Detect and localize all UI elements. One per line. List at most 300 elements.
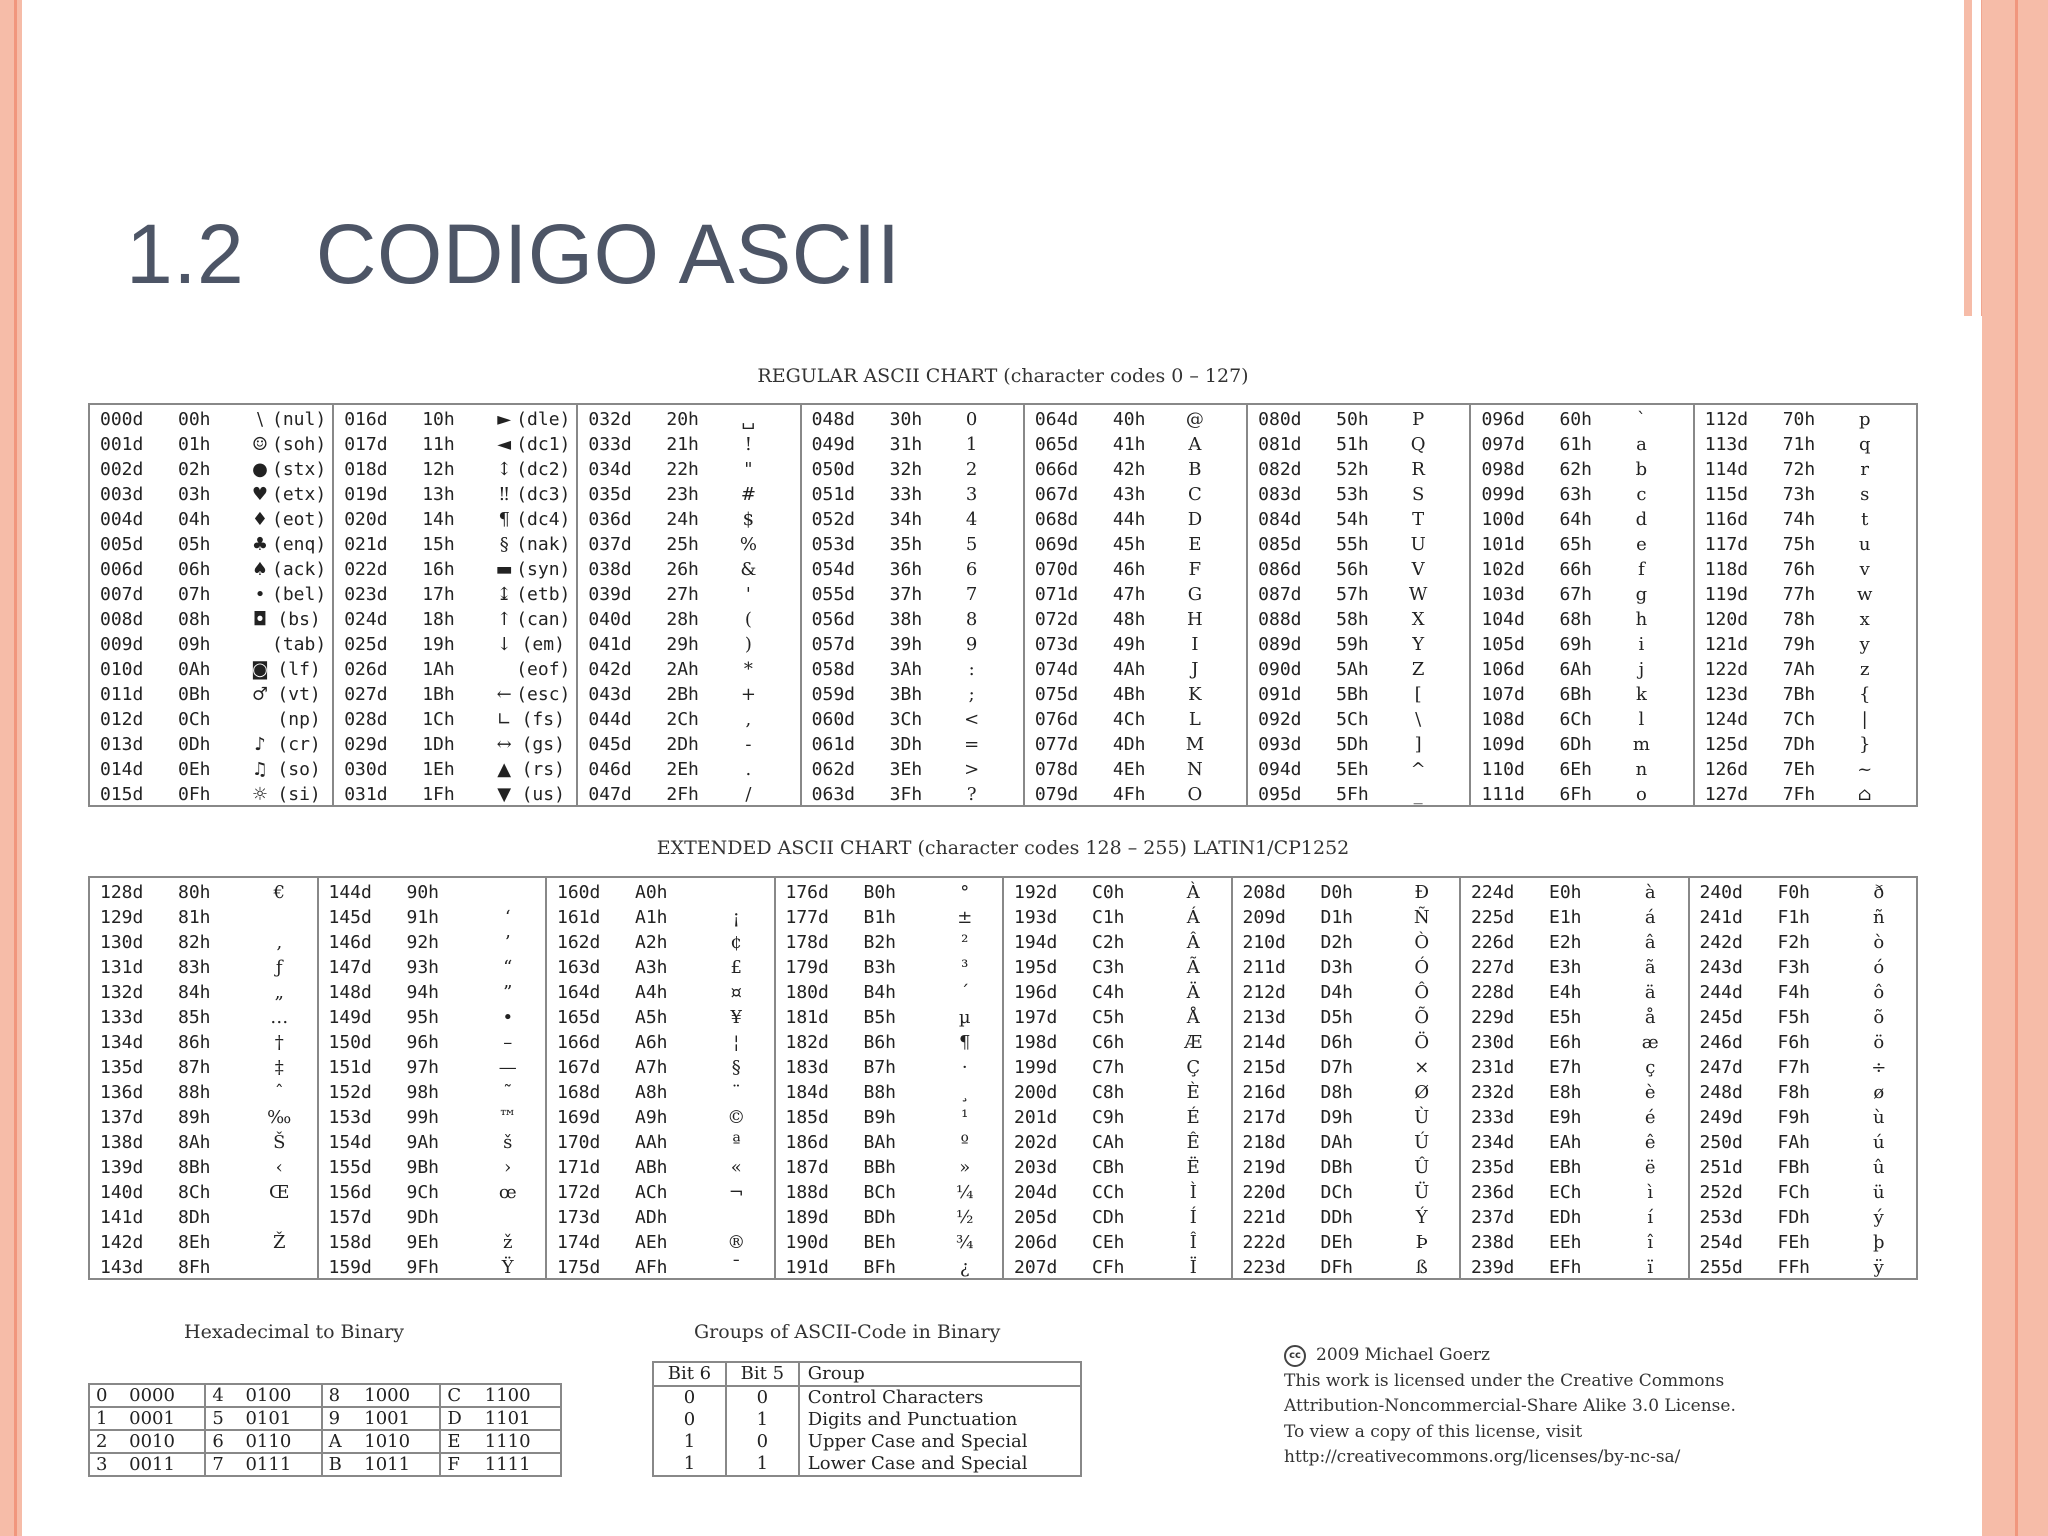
code-ctrl xyxy=(984,507,1017,532)
code-dec: 050d xyxy=(811,459,855,480)
code-hex: F3h xyxy=(1777,957,1811,978)
table-row xyxy=(1243,1230,1454,1255)
hex-digit: 2 xyxy=(89,1430,123,1453)
code-hex: 47h xyxy=(1112,584,1146,605)
code-dec: 097d xyxy=(1481,434,1525,455)
table-row xyxy=(588,682,793,707)
code-hex: ABh xyxy=(635,1157,668,1178)
code-hex: 67h xyxy=(1559,584,1592,605)
code-char: 3 xyxy=(965,484,978,505)
code-ctrl xyxy=(1207,482,1240,507)
code-char: ♫ xyxy=(251,759,269,780)
code-dec: 204d xyxy=(1014,1182,1058,1203)
code-dec: 044d xyxy=(588,709,632,730)
code-ctrl xyxy=(984,657,1017,682)
code-hex: A6h xyxy=(635,1032,668,1053)
table-row xyxy=(1705,682,1910,707)
code-dec: 115d xyxy=(1704,484,1749,505)
code-char: § xyxy=(499,534,509,555)
code-char: J xyxy=(1191,659,1199,680)
table-row xyxy=(1481,682,1686,707)
code-hex: E8h xyxy=(1549,1082,1582,1103)
code-char: : xyxy=(968,659,975,680)
table-row xyxy=(653,1386,1081,1409)
table-row xyxy=(1700,1155,1911,1180)
code-ctrl xyxy=(760,732,793,757)
table-row xyxy=(1471,1255,1682,1280)
table-row xyxy=(1700,1005,1911,1030)
code-char: ã xyxy=(1644,957,1656,978)
table-row xyxy=(557,1130,768,1155)
table-row xyxy=(1035,607,1240,632)
code-char: o xyxy=(1636,784,1647,805)
table-row xyxy=(588,432,793,457)
table-row xyxy=(557,1230,768,1255)
code-dec: 082d xyxy=(1258,459,1302,480)
table-row xyxy=(786,1230,997,1255)
code-dec: 083d xyxy=(1258,484,1302,505)
code-hex: 3Fh xyxy=(889,784,923,805)
hex-digit: 4 xyxy=(205,1384,239,1407)
table-row xyxy=(1258,532,1463,557)
code-hex: 80h xyxy=(178,882,211,903)
code-dec: 153d xyxy=(328,1107,372,1128)
table-row xyxy=(1258,707,1463,732)
code-char: ● xyxy=(252,459,268,480)
code-hex: D5h xyxy=(1320,1007,1354,1028)
code-ctrl: (nak) xyxy=(516,534,571,555)
code-char: ê xyxy=(1644,1132,1656,1153)
code-hex: 69h xyxy=(1559,634,1592,655)
code-dec: 185d xyxy=(785,1107,829,1128)
code-char: Ä xyxy=(1186,982,1200,1003)
code-dec: 191d xyxy=(785,1257,829,1278)
code-hex: 1Dh xyxy=(422,734,455,755)
code-hex: 0Ch xyxy=(178,709,211,730)
code-dec: 136d xyxy=(100,1082,144,1103)
code-hex: FDh xyxy=(1777,1207,1811,1228)
code-ctrl: (nul) xyxy=(272,409,327,430)
code-ctrl xyxy=(1653,682,1686,707)
code-char: ¤ xyxy=(730,982,742,1003)
code-dec: 160d xyxy=(557,882,601,903)
code-ctrl xyxy=(1653,582,1686,607)
table-row xyxy=(786,1105,997,1130)
table-row xyxy=(329,980,540,1005)
code-hex: 7Fh xyxy=(1782,784,1816,805)
code-char: N xyxy=(1187,759,1203,780)
code-char: ´ xyxy=(960,982,970,1003)
code-dec: 010d xyxy=(100,659,144,680)
code-hex: B7h xyxy=(863,1057,897,1078)
code-dec: 008d xyxy=(100,609,144,630)
table-row xyxy=(1705,657,1910,682)
code-char: þ xyxy=(1872,1232,1885,1253)
code-hex: D3h xyxy=(1320,957,1354,978)
code-ctrl xyxy=(760,482,793,507)
code-dec: 219d xyxy=(1242,1157,1286,1178)
table-row xyxy=(329,1030,540,1055)
code-dec: 177d xyxy=(785,907,829,928)
code-dec: 158d xyxy=(328,1232,372,1253)
code-hex: 33h xyxy=(889,484,923,505)
code-dec: 053d xyxy=(811,534,855,555)
code-dec: 035d xyxy=(588,484,632,505)
code-dec: 067d xyxy=(1034,484,1079,505)
code-dec: 230d xyxy=(1471,1032,1515,1053)
table-row xyxy=(344,707,570,732)
code-hex: E5h xyxy=(1549,1007,1582,1028)
code-char xyxy=(705,1205,768,1230)
code-dec: 086d xyxy=(1258,559,1302,580)
code-dec: 241d xyxy=(1699,907,1743,928)
code-char: . xyxy=(745,759,752,780)
code-dec: 201d xyxy=(1014,1107,1058,1128)
code-dec: 049d xyxy=(811,434,855,455)
code-dec: 103d xyxy=(1481,584,1525,605)
code-char: ; xyxy=(968,684,975,705)
code-char: 2 xyxy=(965,459,978,480)
table-row xyxy=(1705,607,1910,632)
code-dec: 040d xyxy=(588,609,632,630)
table-row xyxy=(786,1155,997,1180)
code-hex: C5h xyxy=(1092,1007,1125,1028)
code-hex: 3Bh xyxy=(889,684,923,705)
code-char: ] xyxy=(1414,734,1422,755)
table-row xyxy=(1471,1080,1682,1105)
table-row xyxy=(812,407,1017,432)
code-dec: 041d xyxy=(588,634,632,655)
code-dec: 163d xyxy=(557,957,601,978)
code-dec: 183d xyxy=(785,1057,829,1078)
code-ctrl xyxy=(1430,757,1463,782)
code-ctrl xyxy=(1877,457,1910,482)
code-hex: BDh xyxy=(863,1207,897,1228)
code-hex: F4h xyxy=(1777,982,1811,1003)
table-row xyxy=(344,507,570,532)
code-char: â xyxy=(1644,932,1656,953)
code-hex: 53h xyxy=(1336,484,1369,505)
code-hex: 11h xyxy=(422,434,455,455)
table-row xyxy=(329,1205,540,1230)
code-char: m xyxy=(1632,734,1650,755)
table-row xyxy=(1014,880,1225,905)
code-dec: 193d xyxy=(1014,907,1058,928)
code-char: • xyxy=(502,1007,514,1028)
code-dec: 223d xyxy=(1242,1257,1286,1278)
table-row xyxy=(588,757,793,782)
code-hex: 6Fh xyxy=(1559,784,1592,805)
table-row xyxy=(557,1080,768,1105)
code-char: Ð xyxy=(1414,882,1430,903)
code-dec: 176d xyxy=(785,882,829,903)
code-hex: 66h xyxy=(1559,559,1592,580)
code-dec: 046d xyxy=(588,759,632,780)
cc-icon: cc xyxy=(1284,1345,1306,1367)
binary-value: 0001 xyxy=(123,1407,205,1430)
table-row xyxy=(1700,1105,1911,1130)
code-char: C xyxy=(1188,484,1202,505)
table-row xyxy=(1014,1255,1225,1280)
code-char: ” xyxy=(503,982,513,1003)
code-char: ¶ xyxy=(498,509,510,530)
table-row xyxy=(786,1130,997,1155)
table-row xyxy=(100,782,326,807)
code-hex: 02h xyxy=(178,459,211,480)
code-char: Œ xyxy=(269,1182,290,1203)
code-dec: 181d xyxy=(785,1007,829,1028)
right-accent-rule xyxy=(2015,0,2018,1536)
hex-digit: 8 xyxy=(322,1384,359,1407)
code-char: · xyxy=(961,1057,968,1078)
code-dec: 141d xyxy=(100,1207,144,1228)
code-hex: C6h xyxy=(1092,1032,1125,1053)
code-char: ù xyxy=(1872,1107,1885,1128)
code-char: ↑ xyxy=(496,609,512,630)
code-char: ◙ xyxy=(251,659,269,680)
hex-digit: 6 xyxy=(205,1430,239,1453)
table-row xyxy=(329,1180,540,1205)
code-char: w xyxy=(1856,584,1873,605)
table-row xyxy=(100,1255,311,1280)
code-char: Ž xyxy=(272,1232,286,1253)
code-char: { xyxy=(1858,684,1871,705)
code-hex: 6Bh xyxy=(1559,684,1592,705)
code-hex: 23h xyxy=(666,484,699,505)
code-char: ☺ xyxy=(251,434,269,455)
code-dec: 091d xyxy=(1258,684,1302,705)
code-char: } xyxy=(1858,734,1871,755)
code-ctrl: (si) xyxy=(277,784,321,805)
code-dec: 142d xyxy=(100,1232,144,1253)
table-row xyxy=(1035,632,1240,657)
code-hex: 3Dh xyxy=(889,734,923,755)
code-hex: 2Ch xyxy=(666,709,699,730)
code-dec: 232d xyxy=(1471,1082,1515,1103)
code-dec: 018d xyxy=(344,459,388,480)
code-dec: 164d xyxy=(557,982,601,1003)
binary-value: 0110 xyxy=(239,1430,321,1453)
code-char: , xyxy=(745,709,752,730)
code-hex: 10h xyxy=(422,409,455,430)
code-char: æ xyxy=(1641,1032,1659,1053)
code-dec: 119d xyxy=(1704,584,1749,605)
code-dec: 022d xyxy=(344,559,388,580)
code-dec: 217d xyxy=(1242,1107,1286,1128)
table-row xyxy=(1481,657,1686,682)
code-dec: 226d xyxy=(1471,932,1515,953)
code-ctrl xyxy=(984,582,1017,607)
code-dec: 162d xyxy=(557,932,601,953)
table-row xyxy=(100,980,311,1005)
code-hex: CDh xyxy=(1092,1207,1125,1228)
table-row xyxy=(1705,557,1910,582)
extended-column xyxy=(1690,878,1917,1278)
table-row xyxy=(100,557,326,582)
table-row xyxy=(1258,657,1463,682)
table-row xyxy=(1471,880,1682,905)
code-hex: 6Ah xyxy=(1559,659,1592,680)
table-row xyxy=(100,930,311,955)
table-row xyxy=(100,1105,311,1130)
code-ctrl xyxy=(760,707,793,732)
code-char: n xyxy=(1635,759,1648,780)
code-dec: 245d xyxy=(1699,1007,1743,1028)
code-dec: 081d xyxy=(1258,434,1302,455)
code-hex: EAh xyxy=(1549,1132,1582,1153)
code-dec: 198d xyxy=(1014,1032,1058,1053)
code-hex: C1h xyxy=(1092,907,1125,928)
code-char: ) xyxy=(744,634,752,655)
table-row xyxy=(786,905,997,930)
code-dec: 255d xyxy=(1699,1257,1743,1278)
code-hex: AFh xyxy=(635,1257,668,1278)
code-hex: C0h xyxy=(1092,882,1125,903)
table-row xyxy=(653,1409,1081,1431)
code-hex: 94h xyxy=(406,982,440,1003)
code-ctrl xyxy=(984,682,1017,707)
code-dec: 148d xyxy=(328,982,372,1003)
code-dec: 143d xyxy=(100,1257,144,1278)
table-row xyxy=(1243,1130,1454,1155)
code-char: ž xyxy=(503,1232,513,1253)
code-hex: CAh xyxy=(1092,1132,1125,1153)
license-copyright: 2009 Michael Goerz xyxy=(1316,1345,1490,1365)
code-hex: 35h xyxy=(889,534,923,555)
code-hex: C2h xyxy=(1092,932,1125,953)
table-row xyxy=(1471,1180,1682,1205)
code-ctrl xyxy=(760,607,793,632)
left-accent-bar xyxy=(0,0,22,1536)
code-hex: 5Fh xyxy=(1336,784,1369,805)
code-dec: 036d xyxy=(588,509,632,530)
code-char: ♠ xyxy=(251,559,269,580)
code-hex: 55h xyxy=(1336,534,1369,555)
code-char: X xyxy=(1411,609,1425,630)
table-row xyxy=(653,1431,1081,1453)
code-hex: B5h xyxy=(863,1007,897,1028)
code-char: ï xyxy=(1647,1257,1654,1278)
code-char: R xyxy=(1411,459,1425,480)
table-row xyxy=(1705,457,1910,482)
bit-value: 1 xyxy=(726,1453,799,1476)
code-hex: 71h xyxy=(1782,434,1816,455)
table-row xyxy=(100,582,326,607)
table-row xyxy=(344,532,570,557)
code-char: ' xyxy=(745,584,751,605)
table-row xyxy=(1481,607,1686,632)
code-ctrl xyxy=(1207,582,1240,607)
code-hex: E9h xyxy=(1549,1107,1582,1128)
code-char: $ xyxy=(742,509,755,530)
code-dec: 094d xyxy=(1258,759,1302,780)
code-dec: 051d xyxy=(811,484,855,505)
code-char: û xyxy=(1872,1157,1885,1178)
code-dec: 250d xyxy=(1699,1132,1743,1153)
code-dec: 016d xyxy=(344,409,388,430)
code-dec: 020d xyxy=(344,509,388,530)
code-dec: 029d xyxy=(344,734,388,755)
code-ctrl xyxy=(1207,782,1240,807)
code-char: 9 xyxy=(965,634,978,655)
table-row xyxy=(786,980,997,1005)
table-row xyxy=(812,682,1017,707)
code-char: ∟ xyxy=(496,709,512,730)
code-ctrl xyxy=(1207,607,1240,632)
code-dec: 109d xyxy=(1481,734,1525,755)
table-row xyxy=(557,1030,768,1055)
table-row xyxy=(1700,1180,1911,1205)
code-ctrl xyxy=(1207,432,1240,457)
code-hex: 85h xyxy=(178,1007,211,1028)
code-dec: 076d xyxy=(1034,709,1079,730)
regular-column xyxy=(1695,405,1916,805)
table-row xyxy=(1481,457,1686,482)
code-dec: 069d xyxy=(1034,534,1079,555)
table-row xyxy=(812,432,1017,457)
code-hex: 4Dh xyxy=(1112,734,1146,755)
code-dec: 073d xyxy=(1034,634,1079,655)
code-char: ™ xyxy=(498,1107,517,1128)
code-dec: 080d xyxy=(1258,409,1302,430)
code-char: ³ xyxy=(961,957,969,978)
regular-column xyxy=(1471,405,1694,805)
code-hex: 5Ch xyxy=(1336,709,1369,730)
code-dec: 197d xyxy=(1014,1007,1058,1028)
table-row xyxy=(1035,582,1240,607)
table-row xyxy=(1700,1080,1911,1105)
table-row xyxy=(1243,1055,1454,1080)
code-char: « xyxy=(730,1157,742,1178)
code-char: a xyxy=(1636,434,1647,455)
code-dec: 146d xyxy=(328,932,372,953)
code-hex: DEh xyxy=(1320,1232,1354,1253)
code-hex: 73h xyxy=(1782,484,1816,505)
code-hex: 1Eh xyxy=(422,759,455,780)
table-row xyxy=(100,482,326,507)
code-hex: C7h xyxy=(1092,1057,1125,1078)
code-dec: 150d xyxy=(328,1032,372,1053)
code-ctrl: (syn) xyxy=(516,559,571,580)
code-ctrl xyxy=(1653,707,1686,732)
table-row xyxy=(653,1453,1081,1476)
code-ctrl xyxy=(1207,407,1240,432)
code-hex: 1Ch xyxy=(422,709,455,730)
code-dec: 014d xyxy=(100,759,144,780)
code-char: % xyxy=(739,534,757,555)
code-char: y xyxy=(1859,634,1870,655)
table-row xyxy=(786,1180,997,1205)
table-row xyxy=(557,905,768,930)
hex-digit: A xyxy=(322,1430,359,1453)
table-row xyxy=(89,1453,561,1476)
code-hex: 01h xyxy=(178,434,211,455)
code-dec: 122d xyxy=(1704,659,1749,680)
code-char: ⌂ xyxy=(1857,784,1872,805)
code-char: ß xyxy=(1415,1257,1428,1278)
code-hex: 4Fh xyxy=(1112,784,1146,805)
code-char: ♣ xyxy=(251,534,269,555)
code-dec: 135d xyxy=(100,1057,144,1078)
hex-digit: 1 xyxy=(89,1407,123,1430)
code-char: » xyxy=(959,1157,971,1178)
code-dec: 174d xyxy=(557,1232,601,1253)
code-char: 5 xyxy=(965,534,978,555)
code-hex: 91h xyxy=(406,907,440,928)
code-char: ë xyxy=(1644,1157,1656,1178)
code-ctrl xyxy=(984,557,1017,582)
code-char: O xyxy=(1187,784,1203,805)
